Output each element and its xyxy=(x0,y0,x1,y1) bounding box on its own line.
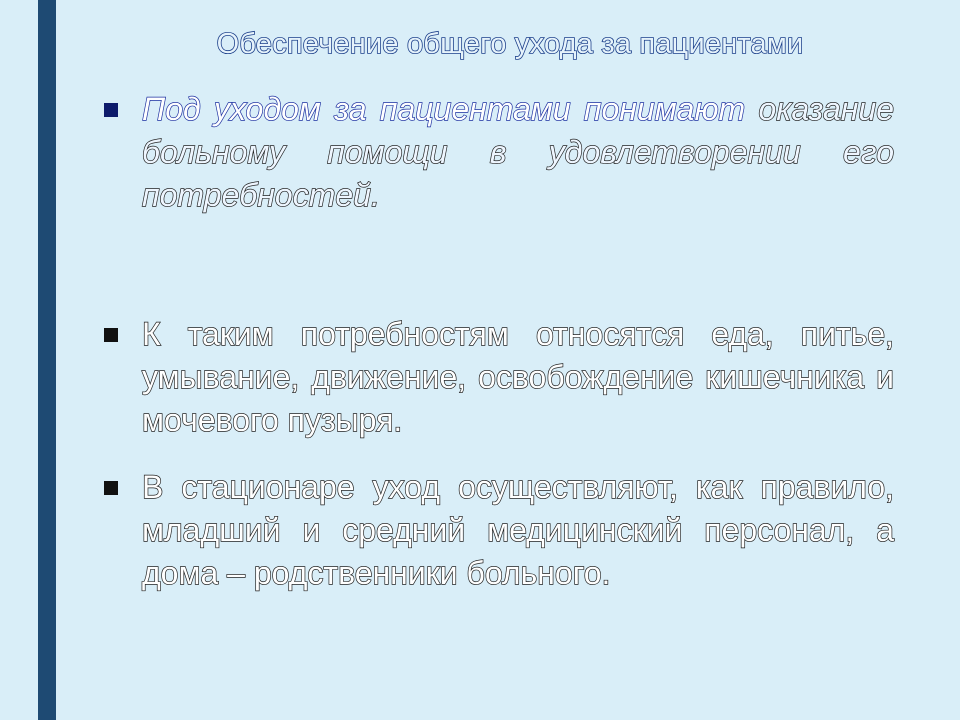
accent-side-bar xyxy=(38,0,56,720)
slide-title: Обеспечение общего ухода за пациентами xyxy=(216,28,804,60)
bullet-text: К таким потребностям относятся еда, питье, умывание, движение, освобождение кишечника и мочевого пузыря. xyxy=(142,316,894,438)
square-bullet-icon xyxy=(104,328,118,342)
square-bullet-icon xyxy=(104,481,118,495)
bullet-item-needs xyxy=(100,313,894,442)
bullet-rest-text: оказание больному помощи в удовлетворении его потребностей. xyxy=(142,91,894,213)
square-bullet-icon xyxy=(104,103,118,117)
bullet-highlight-text: Под уходом за пациентами понимают xyxy=(142,91,746,127)
bullet-item-definition xyxy=(100,88,894,217)
bullet-text xyxy=(142,88,894,217)
bullet-list xyxy=(100,88,894,595)
left-margin xyxy=(0,0,38,720)
bullet-item-caregivers xyxy=(100,466,894,595)
bullet-text: В стационаре уход осуществляют, как правило, младший и средний медицинский персонал, а дома – родственники больного. xyxy=(142,469,894,591)
